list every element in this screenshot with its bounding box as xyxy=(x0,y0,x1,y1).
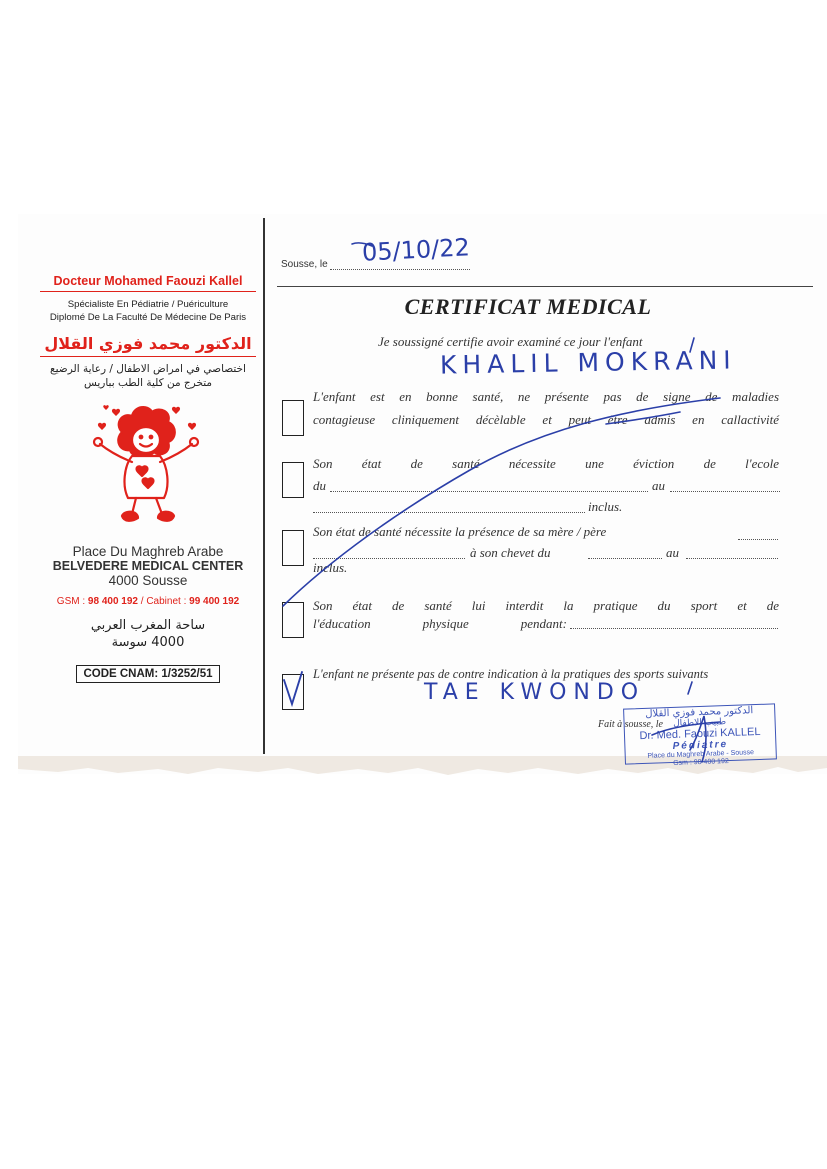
specialty-line-2: Diplomé De La Faculté De Médecine De Paris xyxy=(49,312,247,323)
address-ar xyxy=(40,617,256,651)
option3-parent-line xyxy=(738,539,778,540)
option1-line2: contagieuse cliniquement décèlable et peut être admis en callactivité xyxy=(313,412,779,427)
specialty-line-1: Spécialiste En Pédiatrie / Puériculture xyxy=(67,299,229,310)
option3-start-line xyxy=(313,558,465,559)
option5-checkbox[interactable] xyxy=(282,674,304,710)
option2-au-line xyxy=(670,491,780,492)
intro-text: Je soussigné certifie avoir examiné ce jour l'enfant xyxy=(378,334,643,349)
child-name-handwritten: KHALIL MOKRANI xyxy=(439,345,737,380)
child-logo-icon xyxy=(88,402,208,530)
specialty-ar-line-2: متخرج من كلية الطب بباريس xyxy=(83,377,213,389)
name-ar-underline xyxy=(40,356,256,357)
address-place: Place Du Maghreb Arabe xyxy=(72,544,224,559)
option4-line1: Son état de santé lui interdit la pratique du sport et de xyxy=(313,598,779,613)
option4-checkbox[interactable] xyxy=(282,602,304,638)
doctor-panel xyxy=(40,268,256,683)
address-place-ar: ساحة المغرب العربي xyxy=(90,618,206,633)
stamp-address: Place du Maghreb Arabe - Sousse xyxy=(647,749,755,760)
option1-line1: L'enfant est en bonne santé, ne présente pas de signe de maladies xyxy=(313,389,779,404)
doctor-stamp xyxy=(623,703,777,767)
option2-au: au xyxy=(652,478,665,493)
option2-du: du xyxy=(313,478,326,493)
phone-numbers xyxy=(40,596,256,607)
stamp-gsm: Gsm : 98 400 192 xyxy=(673,758,729,767)
address-city: 4000 Sousse xyxy=(108,573,188,588)
gsm-label: GSM : xyxy=(56,596,86,607)
cabinet-number: 99 400 192 xyxy=(189,596,240,607)
option3-line2: à son chevet du xyxy=(470,545,551,560)
option3-du-line xyxy=(588,558,662,559)
option2-checkbox[interactable] xyxy=(282,462,304,498)
certificate-title: CERTIFICAT MEDICAL xyxy=(404,294,652,319)
address-center: BELVEDERE MEDICAL CENTER xyxy=(52,559,244,573)
option5-line1: L'enfant ne présente pas de contre indication à la pratiques des sports suivants xyxy=(313,667,709,681)
sport-handwritten: TAE KWONDO xyxy=(424,680,646,705)
address-city-ar: 4000 سوسة xyxy=(111,635,185,650)
panel-divider xyxy=(263,218,265,754)
option2-end-line xyxy=(313,512,585,513)
option1-checkbox[interactable] xyxy=(282,400,304,436)
option3-checkbox[interactable] xyxy=(282,530,304,566)
stamp-doctor: Dr. Med. Faouzi KALLEL xyxy=(639,725,761,743)
stamp-specialty: Pédiatre xyxy=(672,739,729,752)
option2-line1: Son état de santé nécessite une éviction de l'ecole xyxy=(313,456,779,471)
option4-duration-line xyxy=(570,628,778,629)
cnam-code: CODE CNAM: 1/3252/51 xyxy=(76,665,219,683)
option3-au-line xyxy=(686,558,778,559)
header-rule xyxy=(277,286,813,287)
option3-inclus: inclus. xyxy=(313,560,348,575)
stamp-ar-name: الدكتور محمد فوزي القلال xyxy=(645,705,754,720)
option3-line1: Son état de santé nécessite la présence de sa mère / père xyxy=(313,524,607,539)
doctor-name-ar: الدكتور محمد فوزي القلال xyxy=(44,334,252,353)
doctor-name-fr: Docteur Mohamed Faouzi Kallel xyxy=(53,274,243,288)
option2-inclus: inclus. xyxy=(588,499,623,514)
sousse-label: Sousse, le xyxy=(281,259,328,270)
date-field-line xyxy=(330,269,470,270)
date-handwritten: 05/10/22 xyxy=(361,233,471,267)
doctor-specialty xyxy=(40,298,256,324)
stamp-ar-specialty: طبيب الاطفال xyxy=(672,717,727,729)
option3-au: au xyxy=(666,545,679,560)
gsm-number: 98 400 192 xyxy=(87,596,138,607)
name-underline xyxy=(40,291,256,292)
doctor-specialty-ar xyxy=(40,362,256,390)
specialty-ar-line-1: اختصاصي في امراض الاطفال / رعاية الرضيع xyxy=(50,363,246,375)
option4-line2: l'éducation physique pendant: xyxy=(313,616,567,631)
option2-du-line xyxy=(330,491,648,492)
cabinet-label: / Cabinet : xyxy=(140,596,187,607)
fait-a-label: Fait à sousse, le xyxy=(598,719,663,730)
